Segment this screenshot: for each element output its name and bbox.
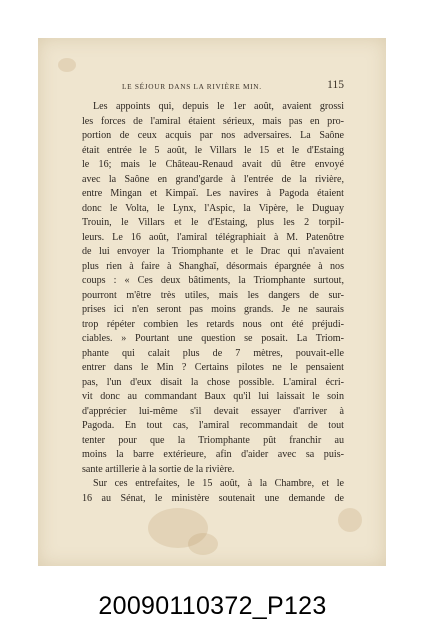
text-line: trop répéter combien les retards nous ont été préjudi- xyxy=(82,318,344,330)
text-line: donc le Volta, le Lynx, l'Aspic, la Vipère, le Duguay xyxy=(82,202,344,214)
text-line: Pagoda. En tout cas, l'amiral recommandait de tout xyxy=(82,420,344,431)
text-line: phante qui calait plus de 7 mètres, pouvait-elle xyxy=(82,347,344,359)
text-line: ciables. » Pourtant une question se posait. La Triom- xyxy=(82,333,344,344)
text-line: sante artillerie à la sortie de la rivière. xyxy=(82,463,235,475)
text-line: entre Mingan et Kimpaï. Les navires à Pagoda étaient xyxy=(82,188,344,199)
text-line: Sur ces entrefaites, le 15 août, à la Chambre, et le xyxy=(93,478,344,489)
text-line: avec la Saône en grand'garde à l'entrée de la rivière, xyxy=(82,173,344,185)
text-line: leurs. Le 16 août, l'amiral télégraphiait à M. Patenôtre xyxy=(82,231,344,243)
text-line: de lui envoyer la Triomphante et le Drac qui n'avaient xyxy=(82,246,344,257)
text-line: entrer dans le Min ? Certains pilotes ne le pensaient xyxy=(82,362,344,373)
text-line: Trouin, le Villars et le d'Estaing, plus les 2 torpil- xyxy=(82,217,344,228)
text-line: 16 au Sénat, le ministère soutenait une demande de xyxy=(82,492,344,504)
text-line: pas, l'un d'eux disait la chose possible. L'amiral écri- xyxy=(82,376,344,388)
text-line: d'apprécier lui-même s'il devait essayer d'arriver à xyxy=(82,405,344,417)
body-text xyxy=(82,100,344,506)
image-id-caption: 20090110372_P123 xyxy=(98,592,327,620)
running-header xyxy=(82,79,344,94)
text-line: tenter pour que la Triomphante pût franchir au xyxy=(82,434,344,446)
text-line: plus rien à faire à Shanghaï, désormais épargnée à nos xyxy=(82,260,344,272)
text-line: portion de ceux acquis par nos adversaires. La Saône xyxy=(82,130,344,141)
text-line: Les appoints qui, depuis le 1er août, avaient grossi xyxy=(93,101,344,112)
text-line: était entrée le 5 août, le Villars le 15 et le d'Estaing xyxy=(82,144,344,156)
running-title: LE SÉJOUR DANS LA RIVIÈRE MIN. xyxy=(122,82,262,91)
text-line: pourront m'être très utiles, mais les dangers de sur- xyxy=(82,289,344,301)
text-line: les forces de l'amiral étaient sérieux, mais pas en pro- xyxy=(82,115,344,127)
text-line: coups : « Ces deux bâtiments, la Triomphante surtout, xyxy=(82,275,344,286)
text-line: le 16; mais le Château-Renaud avait dû être envoyé xyxy=(82,159,344,170)
text-line: moins la barre extérieure, afin d'aider avec sa puis- xyxy=(82,449,344,460)
page-number: 115 xyxy=(327,79,344,91)
text-line: prises ici n'en seront pas moins grands. Je ne saurais xyxy=(82,304,344,315)
text-line: vit donc au commandant Baux qu'il lui laissait le soin xyxy=(82,391,344,402)
